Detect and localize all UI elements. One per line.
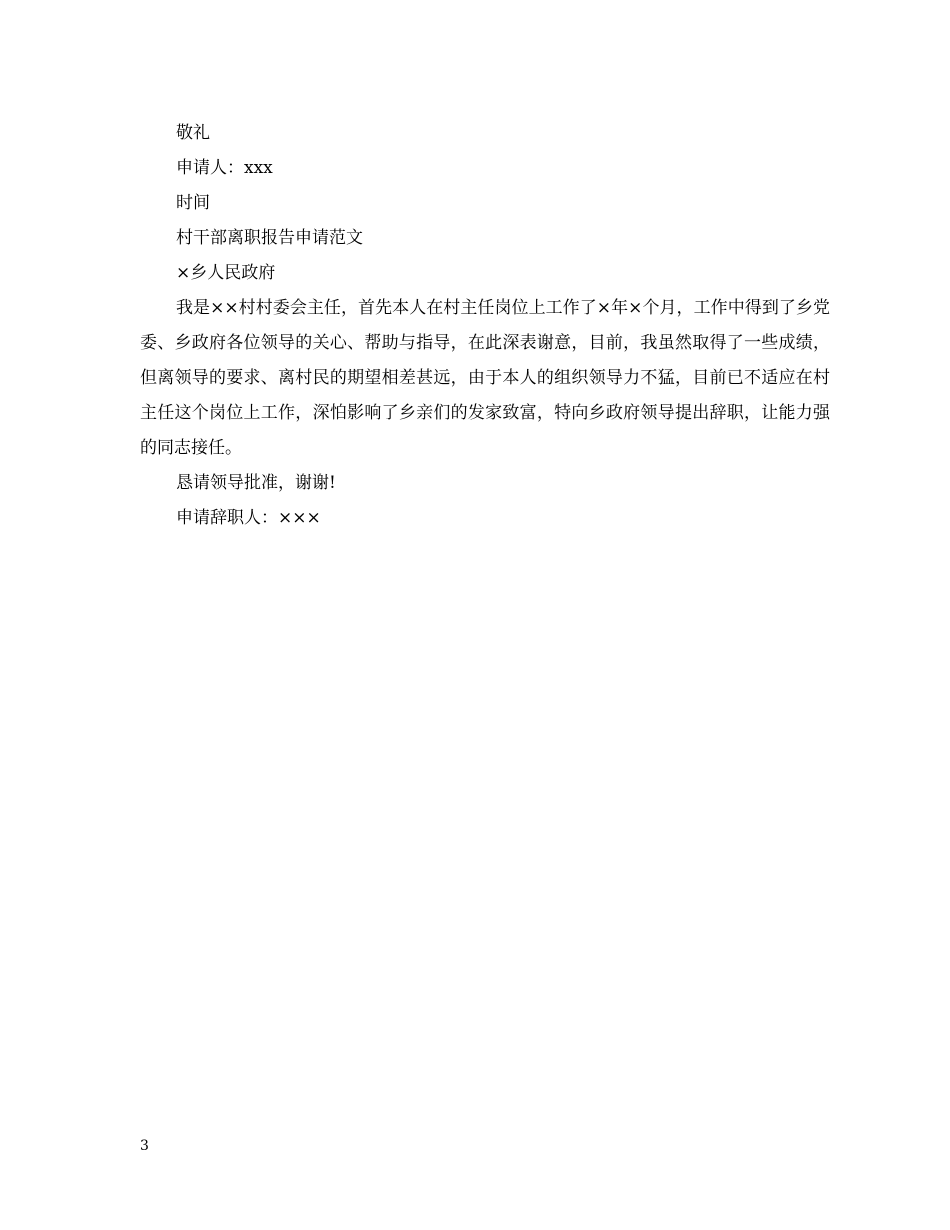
signature-line: 申请辞职人：×××	[176, 508, 321, 528]
request-line: 恳请领导批准，谢谢!	[176, 473, 336, 493]
closing-line: 敬礼	[176, 123, 210, 143]
applicant-line: 申请人：xxx	[176, 158, 273, 178]
time-line: 时间	[176, 193, 210, 213]
page-number: 3	[140, 1138, 149, 1154]
recipient-line: ×乡人民政府	[176, 263, 276, 283]
body-paragraph: 我是××村村委会主任，首先本人在村主任岗位上工作了×年×个月，工作中得到了乡党委、乡政府各位领导的关心、帮助与指导，在此深表谢意，目前，我虽然取得了一些成绩，但离领导的要求、离村民的期望相差甚远，由于本人的组织领导力不猛，目前已不适应在村主任这个岗位上工作，深怕影响了乡亲们的发家致富，特向乡政府领导提出辞职，让能力强的同志接任。	[140, 298, 830, 458]
document-body	[140, 116, 830, 536]
document-title: 村干部离职报告申请范文	[176, 228, 363, 248]
